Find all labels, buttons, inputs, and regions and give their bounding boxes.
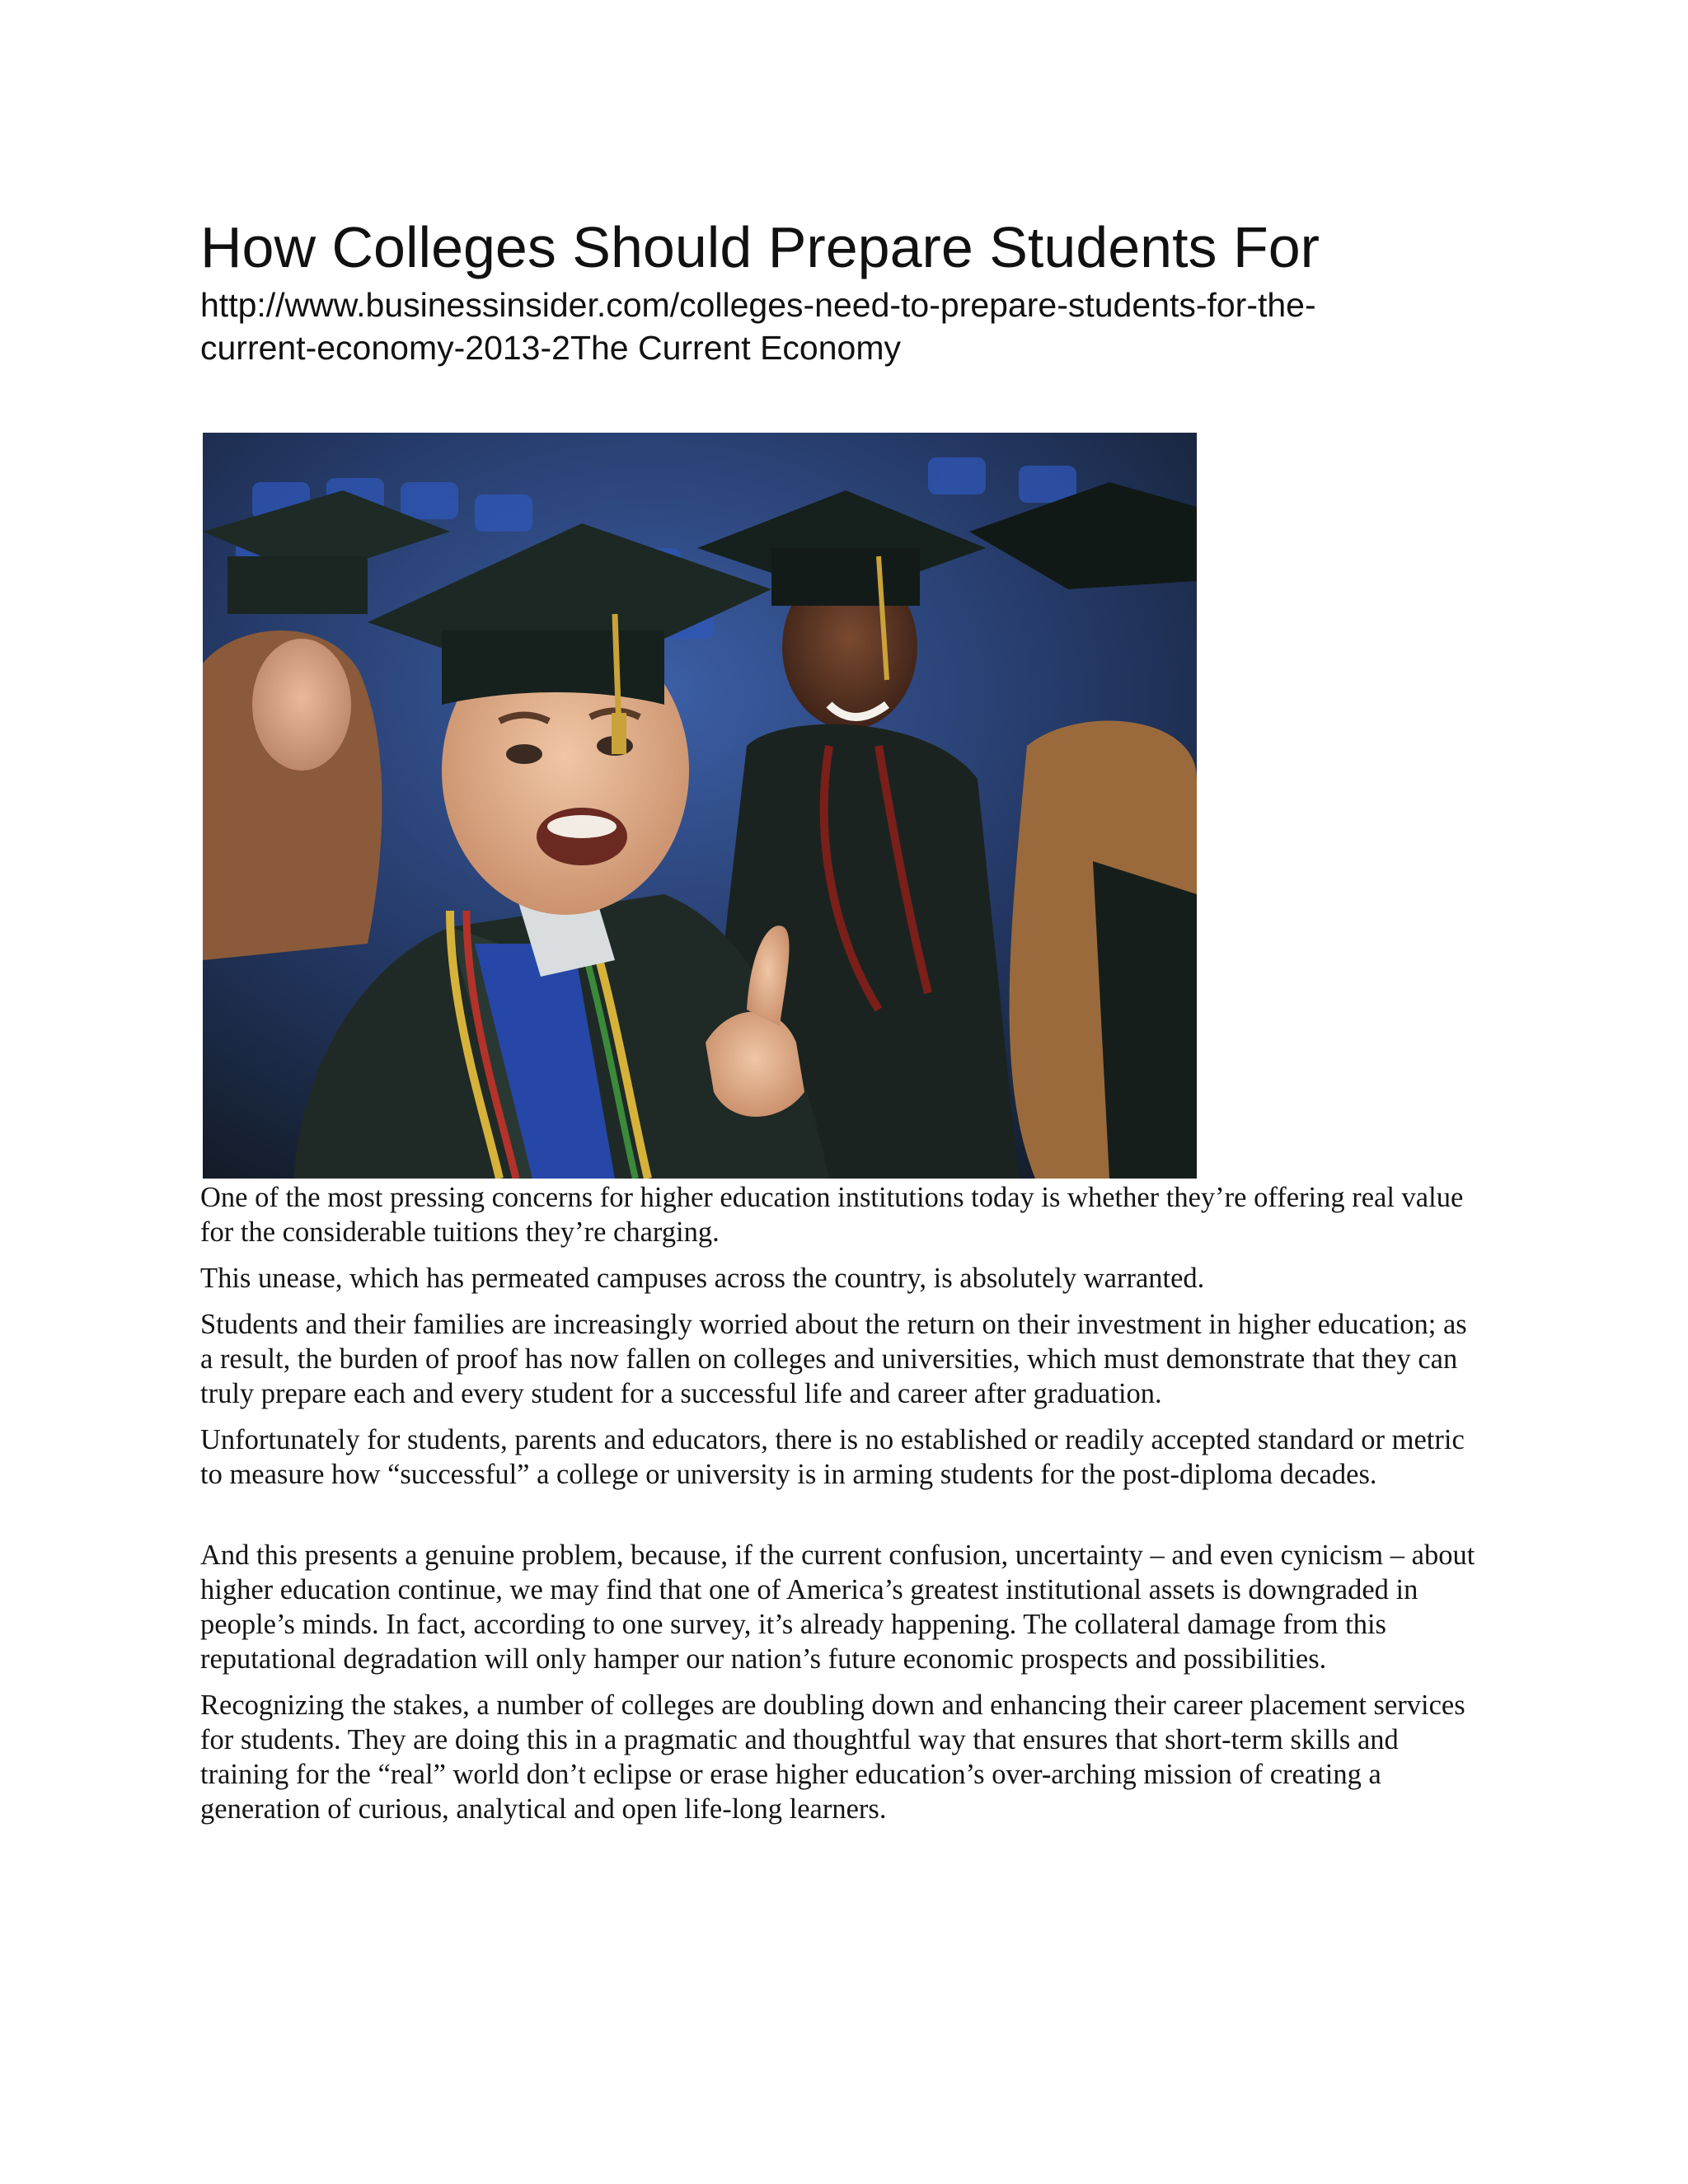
paragraph-3: Students and their families are increasingly worried about the return on their investment in higher education; as a result, the burden of proof has now fallen on colleges and universities, which must demonstrate that they can truly prepare each and every student for a successful life and career after graduation.	[200, 1309, 1467, 1409]
source-url	[200, 284, 1503, 369]
graduation-photo	[203, 433, 1197, 1179]
paragraph-5: And this presents a genuine problem, because, if the current confusion, uncertainty – and even cynicism – about higher education continue, we may find that one of America’s greatest institutional assets is downgraded in people’s minds. In fact, according to one survey, it’s already happening. The collateral damage from this reputational degradation will only hamper our nation’s future economic prospects and possibilities.	[200, 1540, 1475, 1675]
paragraph-1: One of the most pressing concerns for higher education institutions today is whether they’re offering real value for the considerable tuitions they’re charging.	[200, 1182, 1464, 1248]
article-body	[200, 1180, 1486, 1838]
source-url-line-1: http://www.businessinsider.com/colleges-need-to-prepare-students-for-the-	[200, 286, 1316, 324]
paragraph-6: Recognizing the stakes, a number of colleges are doubling down and enhancing their career placement services for students. They are doing this in a pragmatic and thoughtful way that ensures that short-term skills and training for the “real” world don’t eclipse or erase higher education’s over-arching mission of creating a generation of curious, analytical and open life-long learners.	[200, 1690, 1465, 1825]
graduation-photo-illustration	[203, 433, 1197, 1179]
article-title: How Colleges Should Prepare Students For	[200, 215, 1320, 279]
paragraph-4: Unfortunately for students, parents and educators, there is no established or readily accepted standard or metric to measure how “successful” a college or university is in arming students for the post-diploma decades.	[200, 1424, 1465, 1490]
source-url-line-2: current-economy-2013-2The Current Economy	[200, 329, 901, 367]
paragraph-2: This unease, which has permeated campuses across the country, is absolutely warranted.	[200, 1263, 1205, 1294]
